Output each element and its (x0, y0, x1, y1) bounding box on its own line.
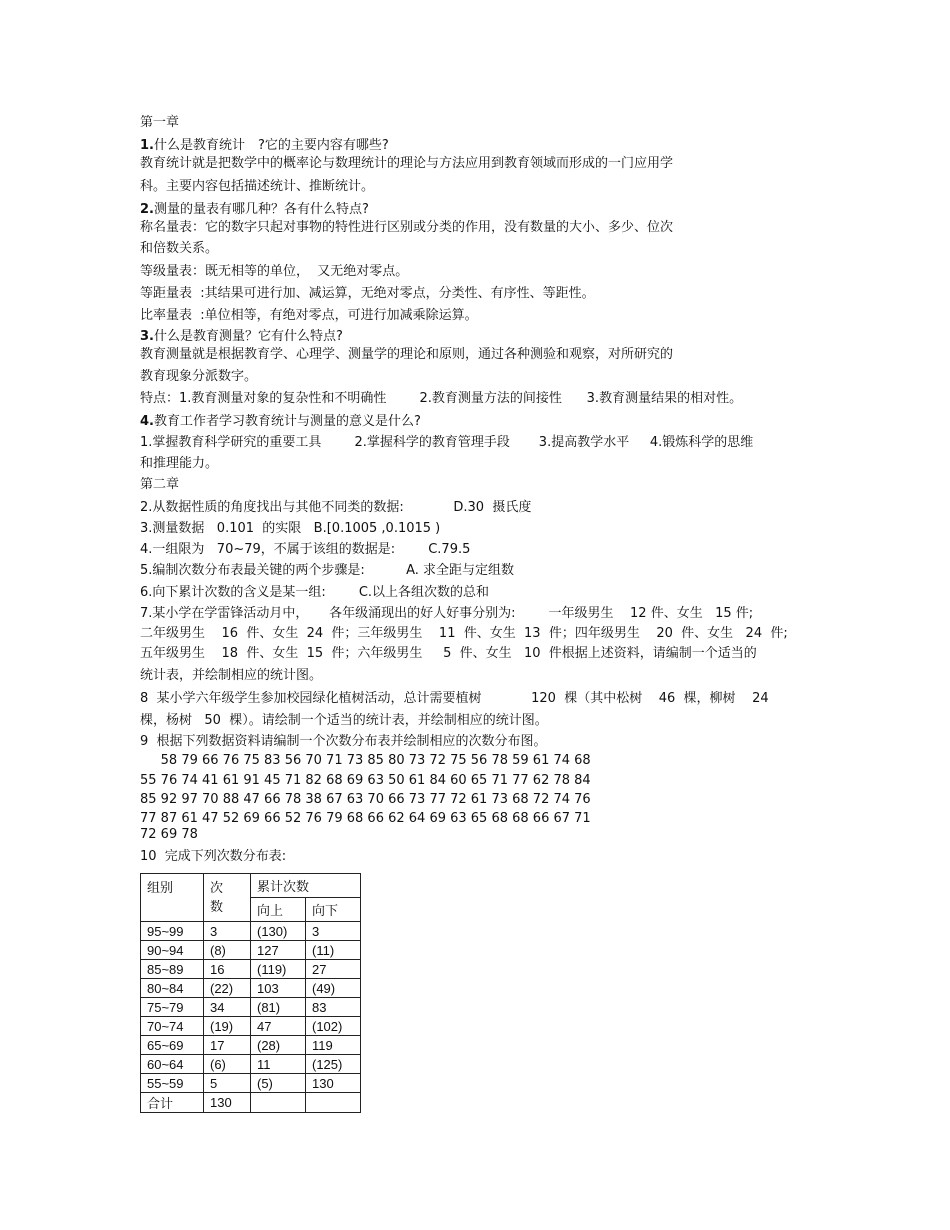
line-text: 和倍数关系。 (140, 241, 219, 256)
text-line (140, 791, 591, 808)
text-line (140, 826, 198, 843)
text-line (140, 263, 408, 280)
table-header-frequency: 次 数 (204, 874, 251, 922)
text-line (140, 346, 673, 363)
table-cell: 103 (251, 979, 306, 998)
line-text: 棵，杨树 50 棵）。请绘制一个适当的统计表，并绘制相应的统计图。 (140, 713, 548, 728)
table-cell: (81) (251, 998, 306, 1017)
table-cell: 70~74 (141, 1017, 204, 1036)
text-line (140, 712, 548, 729)
text-line (140, 848, 286, 865)
line-text: 测量的量表有哪几种？各有什么特点? (153, 202, 369, 217)
frequency-table (140, 873, 361, 1113)
text-line (140, 114, 179, 131)
text-line (140, 368, 257, 385)
table-cell: (19) (204, 1017, 251, 1036)
table-cell: (22) (204, 979, 251, 998)
table-cell: 47 (251, 1017, 306, 1036)
text-line (140, 520, 440, 537)
table-row (141, 979, 361, 998)
text-line (140, 562, 514, 579)
table-cell: 11 (251, 1055, 306, 1074)
text-line (140, 413, 421, 430)
table-total-label: 合计 (141, 1093, 204, 1113)
table-cell (306, 1093, 361, 1113)
table-row (141, 941, 361, 960)
line-text: 58 79 66 76 75 83 56 70 71 73 85 80 73 72 75 56 78 59 61 74 68 (140, 753, 591, 768)
text-line (140, 690, 769, 707)
text-line (140, 499, 531, 516)
table-cell: 27 (306, 960, 361, 979)
line-text: 72 69 78 (140, 827, 198, 842)
question-number: 2. (140, 202, 154, 217)
line-text: 9 根据下列数据资料请编制一个次数分布表并绘制相应的次数分布图。 (140, 734, 547, 749)
table-cell: 3 (204, 922, 251, 941)
table-row (141, 998, 361, 1017)
question-number: 4. (140, 414, 154, 429)
line-text: 特点：1.教育测量对象的复杂性和不明确性 2.教育测量方法的间接性 3.教育测量结果的相对性。 (140, 391, 743, 406)
table-cell: (49) (306, 979, 361, 998)
line-text: 2.从数据性质的角度找出与其他不同类的数据: D.30 摄氏度 (140, 500, 532, 515)
line-text: 55 76 74 41 61 91 45 71 82 68 69 63 50 61 84 60 65 71 77 62 78 84 (140, 773, 591, 788)
table-cell: (125) (306, 1055, 361, 1074)
line-text: 教育现象分派数字。 (140, 369, 258, 384)
table-row (141, 960, 361, 979)
table-cell: (102) (306, 1017, 361, 1036)
table-header-group: 组别 (141, 874, 204, 922)
text-line (140, 584, 489, 601)
table-cell: (8) (204, 941, 251, 960)
table-cell: 90~94 (141, 941, 204, 960)
text-line (140, 645, 757, 662)
table-cell: 5 (204, 1074, 251, 1093)
line-text: 10 完成下列次数分布表: (140, 849, 287, 864)
line-text: 称名量表：它的数字只起对事物的特性进行区别或分类的作用，没有数量的大小、多少、位次 (140, 220, 674, 235)
text-line (140, 455, 218, 472)
table-cell: 60~64 (141, 1055, 204, 1074)
table-cell: (11) (306, 941, 361, 960)
line-text: 3.测量数据 0.101 的实限 B.[0.1005 ,0.1015 ) (140, 521, 441, 536)
table-cell: 16 (204, 960, 251, 979)
table-header-downward: 向下 (306, 898, 361, 922)
line-text: 85 92 97 70 88 47 66 78 38 67 63 70 66 73 77 72 61 73 68 72 74 76 (140, 792, 591, 807)
line-text: 教育测量就是根据教育学、心理学、测量学的理论和原则，通过各种测验和观察，对所研究的 (140, 347, 674, 362)
text-line (140, 201, 369, 218)
line-text: 什么是教育测量？它有什么特点? (153, 329, 343, 344)
line-text: 什么是教育统计 ?它的主要内容有哪些? (153, 138, 389, 153)
table-row (141, 1036, 361, 1055)
table-cell: 130 (306, 1074, 361, 1093)
line-text: 6.向下累计次数的含义是某一组: C.以上各组次数的总和 (140, 585, 490, 600)
table-cell: 80~84 (141, 979, 204, 998)
table-cell: (119) (251, 960, 306, 979)
table-cell: 119 (306, 1036, 361, 1055)
table-cell: 3 (306, 922, 361, 941)
table-cell: 55~59 (141, 1074, 204, 1093)
text-line (140, 752, 591, 769)
line-text: 比率量表 :单位相等，有绝对零点，可进行加减乘除运算。 (140, 308, 478, 323)
text-line (140, 476, 179, 493)
table-cell (251, 1093, 306, 1113)
line-text: 科。主要内容包括描述统计、推断统计。 (140, 179, 375, 194)
table-cell: 85~89 (141, 960, 204, 979)
text-line (140, 285, 595, 302)
text-line (140, 328, 343, 345)
line-text: 7.某小学在学雷锋活动月中， 各年级涌现出的好人好事分别为: 一年级男生 12 件、女生 15 件; (140, 606, 754, 621)
table-cell: (5) (251, 1074, 306, 1093)
question-number: 1. (140, 138, 154, 153)
text-line (140, 733, 547, 750)
table-cell: 83 (306, 998, 361, 1017)
table-header-cumulative: 累计次数 (251, 874, 361, 898)
line-text: 8 某小学六年级学生参加校园绿化植树活动，总计需要植树 120 棵（其中松树 46 棵，柳树 24 (140, 691, 769, 706)
text-line (140, 155, 673, 172)
table-row (141, 1055, 361, 1074)
table-row (141, 922, 361, 941)
line-text: 4.一组限为 70~79，不属于该组的数据是: C.79.5 (140, 542, 471, 557)
table-cell: 95~99 (141, 922, 204, 941)
line-text: 第一章 (140, 115, 180, 130)
line-text: 1.掌握教育科学研究的重要工具 2.掌握科学的教育管理手段 3.提高教学水平 4.锻炼科学的思维 (140, 435, 754, 450)
line-text: 等级量表：既无相等的单位， 又无绝对零点。 (140, 264, 409, 279)
text-line (140, 605, 753, 622)
table-cell: 75~79 (141, 998, 204, 1017)
table-cell: 127 (251, 941, 306, 960)
table-row (141, 1017, 361, 1036)
text-line (140, 178, 374, 195)
text-line (140, 772, 591, 789)
line-text: 77 87 61 47 52 69 66 52 76 79 68 66 62 64 69 63 65 68 68 66 67 71 (140, 811, 591, 826)
table-cell: (28) (251, 1036, 306, 1055)
table-cell: (130) (251, 922, 306, 941)
text-line (140, 240, 218, 257)
table-cell: 65~69 (141, 1036, 204, 1055)
text-line (140, 219, 673, 236)
text-line (140, 625, 788, 642)
text-line (140, 667, 322, 684)
text-line (140, 137, 389, 154)
line-text: 教育工作者学习教育统计与测量的意义是什么? (153, 414, 421, 429)
text-line (140, 541, 470, 558)
line-text: 等距量表 :其结果可进行加、减运算，无绝对零点，分类性、有序性、等距性。 (140, 286, 595, 301)
line-text: 统计表，并绘制相应的统计图。 (140, 668, 323, 683)
text-line (140, 307, 478, 324)
table-cell: (6) (204, 1055, 251, 1074)
line-text: 二年级男生 16 件、女生 24 件；三年级男生 11 件、女生 13 件；四年级男生 20 件、女生 24 件; (140, 626, 788, 641)
line-text: 五年级男生 18 件、女生 15 件；六年级男生 5 件、女生 10 件根据上述资料，请编制一个适当的 (140, 646, 757, 661)
line-text: 和推理能力。 (140, 456, 219, 471)
text-line (140, 390, 742, 407)
table-header-upward: 向上 (251, 898, 306, 922)
table-row (141, 1074, 361, 1093)
table-cell: 17 (204, 1036, 251, 1055)
table-total-value: 130 (204, 1093, 251, 1113)
line-text: 5.编制次数分布表最关键的两个步骤是: A. 求全距与定组数 (140, 563, 515, 578)
table-cell: 34 (204, 998, 251, 1017)
question-number: 3. (140, 329, 154, 344)
line-text: 第二章 (140, 477, 180, 492)
text-line (140, 810, 591, 827)
line-text: 教育统计就是把数学中的概率论与数理统计的理论与方法应用到教育领域而形成的一门应用学 (140, 156, 674, 171)
text-line (140, 434, 753, 451)
